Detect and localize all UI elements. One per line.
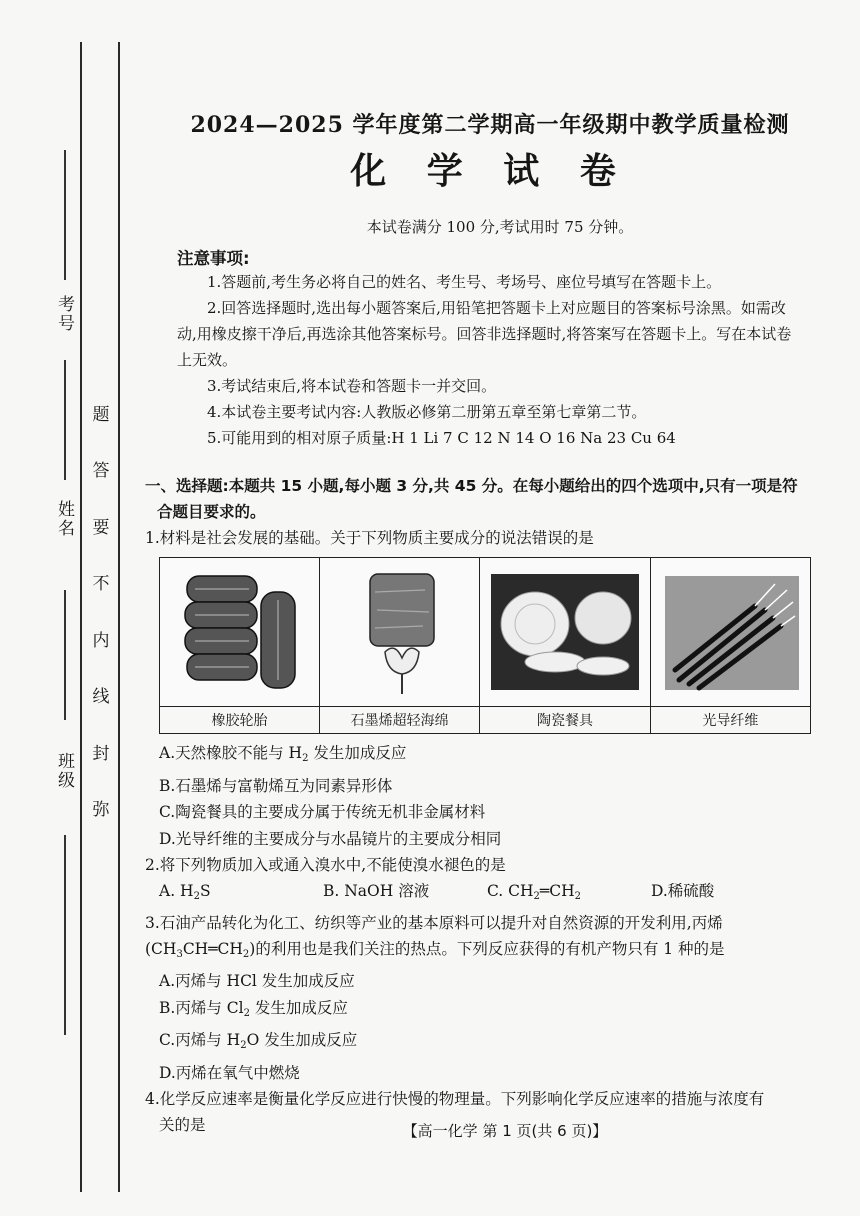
q3-b-sub: 2 xyxy=(243,1007,250,1019)
q1-figure-table xyxy=(159,557,811,734)
q2-c-sub2: 2 xyxy=(574,891,582,902)
name-label: 姓名 xyxy=(54,500,74,538)
q3-b-text: B.丙烯与 Cl xyxy=(159,998,244,1017)
q1-option-d: D.光导纤维的主要成分与水晶镜片的主要成分相同 xyxy=(159,829,502,848)
note-item: 3.考试结束后,将本试卷和答题卡一并交回。 xyxy=(207,377,497,395)
exam-content xyxy=(145,108,815,1138)
q1-a-sub: 2 xyxy=(302,753,309,764)
tire-icon xyxy=(165,562,315,702)
tire-image xyxy=(160,558,320,707)
seal-warning xyxy=(86,400,116,820)
q3-l2-b: CH═CH xyxy=(182,940,243,958)
tableware-icon xyxy=(485,562,645,702)
notes-list xyxy=(177,269,797,451)
q3-option-c xyxy=(159,1027,815,1060)
note-item: 4.本试卷主要考试内容:人教版必修第二册第五章至第七章第二节。 xyxy=(207,403,647,421)
class-blank xyxy=(64,835,66,1035)
q3-stem-line2 xyxy=(145,936,815,968)
q3-c-text-end: O 发生加成反应 xyxy=(246,1031,358,1049)
name-blank xyxy=(64,590,66,720)
binding-margin xyxy=(0,0,135,1216)
note-item: 2.回答选择题时,选出每小题答案后,用铅笔把答题卡上对应题目的答案标号涂黑。如需改动,用橡皮擦干净后,再选涂其他答案标号。回答非选择题时,将答案写在答题卡上。写在本试卷上无效。 xyxy=(177,299,792,369)
section-heading xyxy=(145,473,815,525)
subject-title: 化 学 试 卷 xyxy=(350,151,630,192)
q3-b-text-end: 发生加成反应 xyxy=(249,998,348,1017)
q3-l2-s1: 3 xyxy=(176,949,183,960)
notes-heading: 注意事项: xyxy=(177,249,250,268)
ceramic-tableware-image xyxy=(480,558,651,707)
q2-option-c xyxy=(487,878,651,910)
caption-graphene-sponge: 石墨烯超轻海绵 xyxy=(320,707,480,734)
margin-rule-left xyxy=(80,42,82,1192)
q2-c-text-mid: ═CH xyxy=(539,882,575,900)
class-label: 班级 xyxy=(54,752,74,790)
q2-option-a xyxy=(159,878,323,910)
seal-char: 要 xyxy=(92,517,110,538)
q2-option-b: B. NaOH 溶液 xyxy=(323,882,430,900)
seal-char: 不 xyxy=(92,574,110,595)
caption-ceramic-tableware: 陶瓷餐具 xyxy=(480,707,651,734)
caption-tire: 橡胶轮胎 xyxy=(160,707,320,734)
exam-no-blank xyxy=(64,150,66,280)
seal-char: 弥 xyxy=(92,799,110,820)
footer-text: 【高一化学 第 1 页(共 6 页)】 xyxy=(402,1122,608,1140)
note-item: 5.可能用到的相对原子质量:H 1 Li 7 C 12 N 14 O 16 Na 23 Cu 64 xyxy=(207,429,676,447)
q3-l2-s2: 2 xyxy=(242,949,250,960)
seal-char: 题 xyxy=(92,405,110,425)
q3-option-d: D.丙烯在氧气中燃烧 xyxy=(159,1063,300,1082)
optical-fiber-image xyxy=(650,558,810,707)
q4-stem-line2: 关的是 xyxy=(159,1116,206,1134)
seal-char: 内 xyxy=(92,630,110,651)
section-heading-line1: 一、选择题:本题共 15 小题,每小题 3 分,共 45 分。在每小题给出的四个选项中,只有一项是符 xyxy=(145,477,798,495)
q3-l2-c: )的利用也是我们关注的热点。下列反应获得的有机产物只有 1 种的是 xyxy=(249,940,725,958)
q1-option-a xyxy=(159,740,815,773)
page-footer xyxy=(0,1120,860,1141)
q2-c-sub1: 2 xyxy=(533,891,540,902)
q1-a-text: A.天然橡胶不能与 H xyxy=(159,744,303,762)
graphene-sponge-image xyxy=(320,558,480,707)
q3-option-a: A.丙烯与 HCl 发生加成反应 xyxy=(159,972,355,990)
seal-char: 封 xyxy=(92,743,110,764)
q4-stem-line1: 4.化学反应速率是衡量化学反应进行快慢的物理量。下列影响化学反应速率的措施与浓度有 xyxy=(145,1090,765,1108)
note-item: 1.答题前,考生务必将自己的姓名、考生号、考场号、座位号填写在答题卡上。 xyxy=(207,273,722,291)
section-heading-line2: 合题目要求的。 xyxy=(157,503,266,521)
q2-a-text: A. H xyxy=(159,882,194,900)
q2-options xyxy=(159,878,815,910)
q2-option-d: D.稀硫酸 xyxy=(651,882,715,900)
exam-no-blank-2 xyxy=(64,360,66,480)
sponge-icon xyxy=(325,562,475,702)
q1-option-b: B.石墨烯与富勒烯互为同素异形体 xyxy=(159,776,393,795)
exam-title: 2024—2025 学年度第二学期高一年级期中教学质量检测 xyxy=(190,112,790,138)
q2-a-sub: 2 xyxy=(193,891,200,902)
q1-a-text-end: 发生加成反应 xyxy=(308,744,407,762)
seal-char: 线 xyxy=(92,687,110,708)
q3-l2-a: (CH xyxy=(145,940,177,958)
exam-info: 本试卷满分 100 分,考试用时 75 分钟。 xyxy=(366,218,634,236)
q3-c-text: C.丙烯与 H xyxy=(159,1031,241,1049)
caption-optical-fiber: 光导纤维 xyxy=(650,707,810,734)
q2-c-text: C. CH xyxy=(487,882,534,900)
q3-c-sub: 2 xyxy=(240,1040,247,1051)
q1-stem: 1.材料是社会发展的基础。关于下列物质主要成分的说法错误的是 xyxy=(145,529,594,547)
margin-rule-right xyxy=(118,42,120,1192)
exam-no-label: 考号 xyxy=(54,295,74,333)
fiber-icon xyxy=(655,562,805,702)
q2-stem: 2.将下列物质加入或通入溴水中,不能使溴水褪色的是 xyxy=(145,856,506,874)
q3-stem-line1: 3.石油产品转化为化工、纺织等产业的基本原料可以提升对自然资源的开发利用,丙烯 xyxy=(145,914,723,932)
seal-char: 答 xyxy=(92,461,110,482)
q1-option-c: C.陶瓷餐具的主要成分属于传统无机非金属材料 xyxy=(159,803,486,821)
q2-a-text-end: S xyxy=(199,882,211,900)
q3-option-b xyxy=(159,995,815,1028)
